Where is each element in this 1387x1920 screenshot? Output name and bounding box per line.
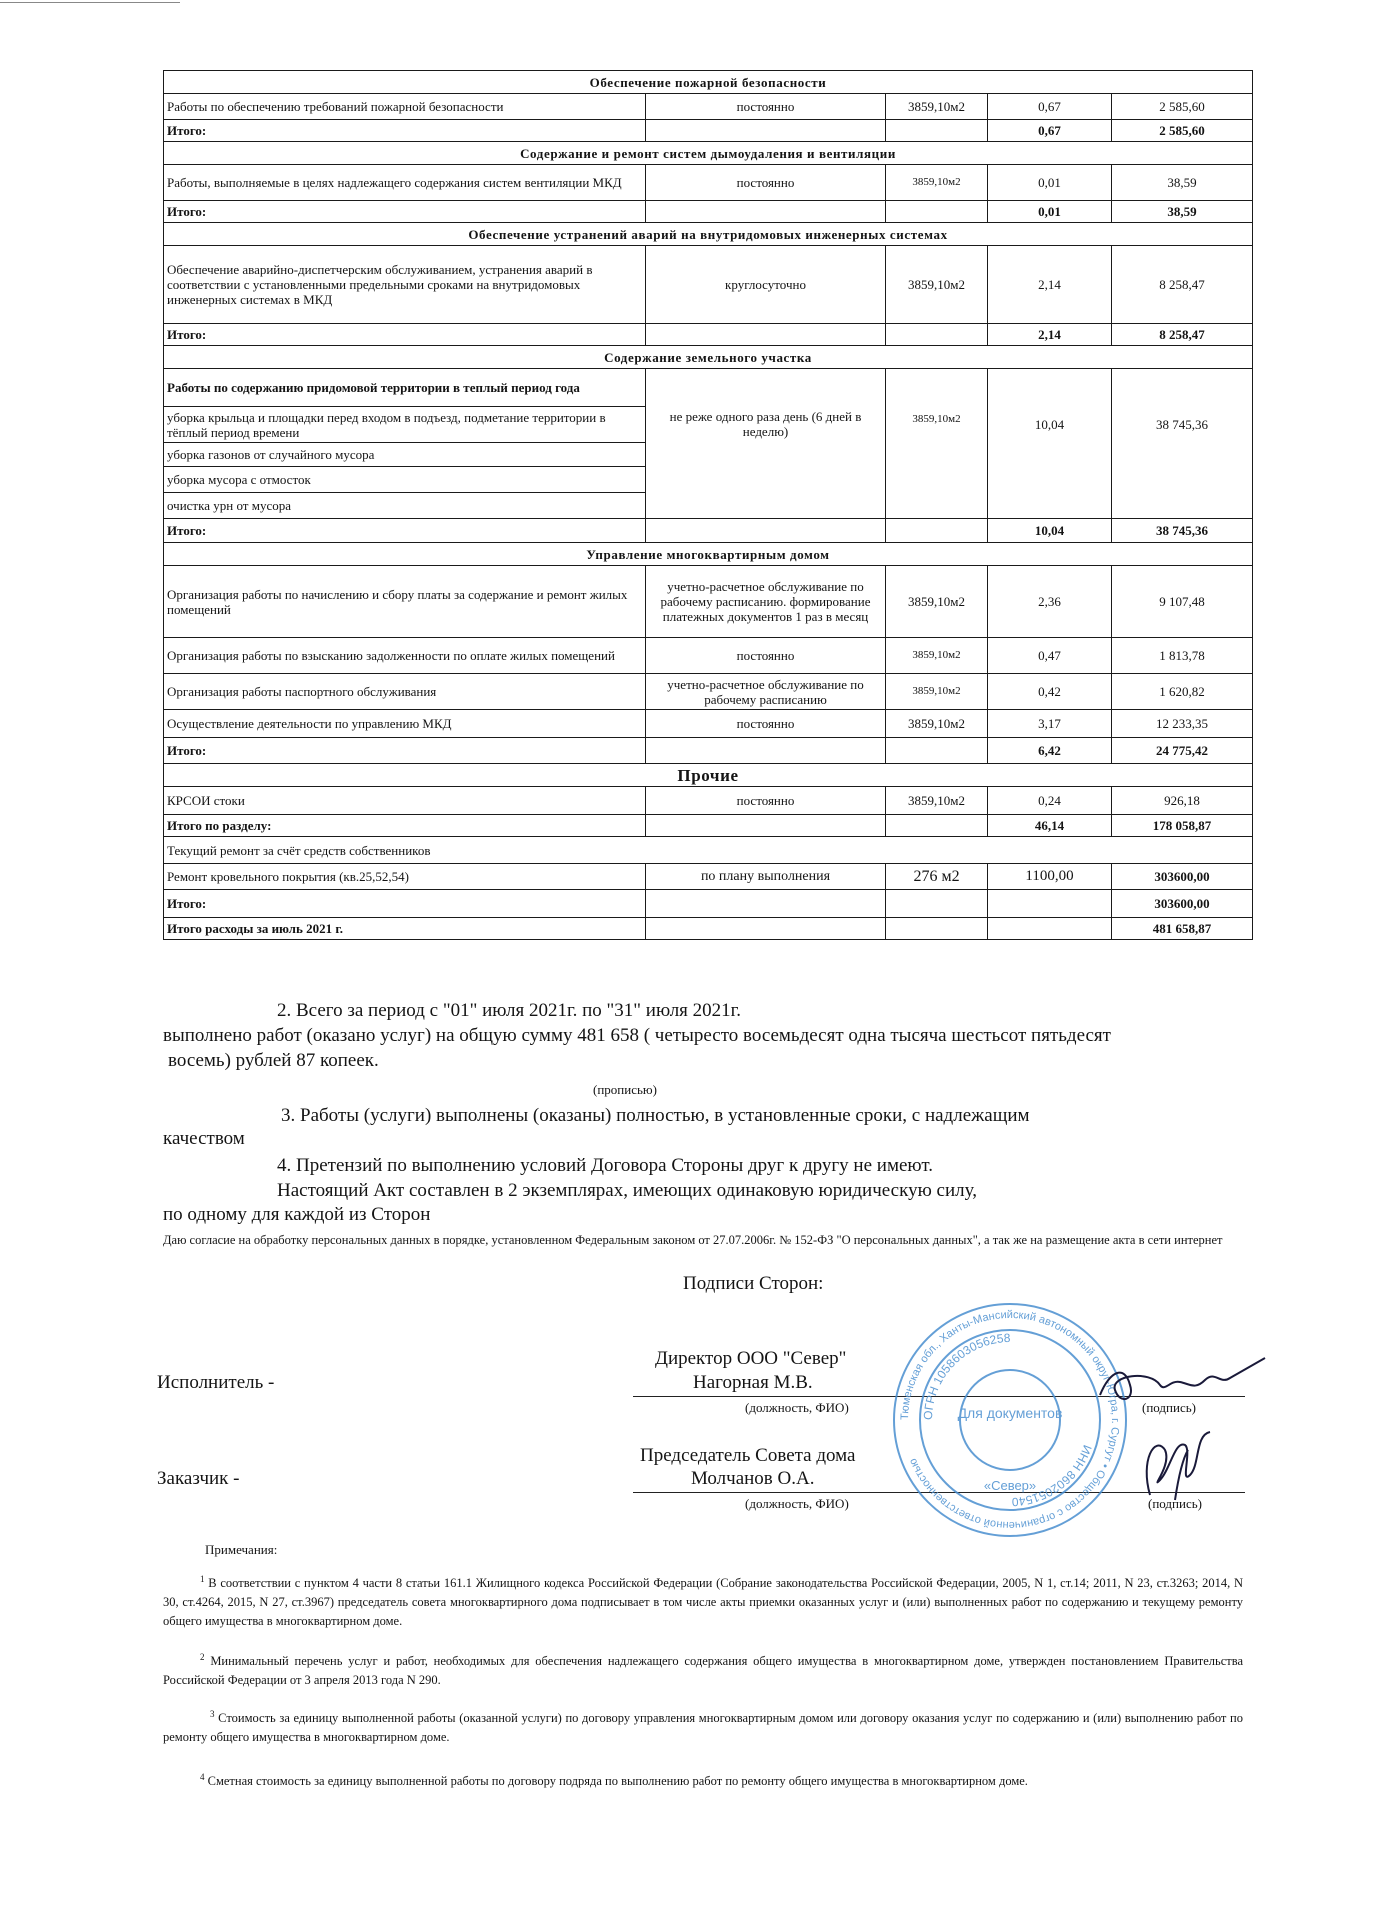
footnote-number: 2	[200, 1652, 205, 1662]
work-sum: 926,18	[1112, 787, 1253, 815]
work-period: круглосуточно	[646, 246, 886, 324]
executor-signature	[1090, 1350, 1270, 1410]
executor-sign-caption: (подпись)	[1142, 1400, 1196, 1415]
total-label: Итого:	[164, 738, 646, 764]
section-title: Текущий ремонт за счёт средств собственников	[164, 837, 1253, 864]
work-period: по плану выполнения	[646, 864, 886, 890]
grand-total-label: Итого расходы за июль 2021 г.	[164, 918, 646, 940]
work-area: 3859,10м2	[886, 566, 988, 638]
paragraph-3-line1: 3. Работы (услуги) выполнены (оказаны) полностью, в установленные сроки, с надлежащим	[281, 1105, 1030, 1126]
customer-position: Председатель Совета дома	[640, 1445, 856, 1466]
work-rate: 2,36	[988, 566, 1112, 638]
footnote-number: 3	[210, 1709, 215, 1719]
footnote-3	[163, 1705, 1243, 1747]
work-name: Работы, выполняемые в целях надлежащего содержания систем вентиляции МКД	[164, 165, 646, 201]
table-row	[164, 864, 1253, 890]
section-header-row	[164, 837, 1253, 864]
work-name: КРСОИ стоки	[164, 787, 646, 815]
work-area: 276 м2	[886, 864, 988, 890]
work-sum: 1 813,78	[1112, 638, 1253, 674]
footnote-number: 4	[200, 1772, 205, 1782]
total-sum: 38,59	[1112, 201, 1253, 223]
work-name: Работы по обеспечению требований пожарной безопасности	[164, 94, 646, 120]
work-rate: 3,17	[988, 710, 1112, 738]
work-rate: 2,14	[988, 246, 1112, 324]
total-label: Итого:	[164, 120, 646, 142]
stamp-inn-text: ИНН 8602051540	[1011, 1443, 1095, 1510]
work-name: Организация работы по взысканию задолженности по оплате жилых помещений	[164, 638, 646, 674]
work-period: учетно-расчетное обслуживание по рабочему расписанию. формирование платежных документов 1 раз в месяц	[646, 566, 886, 638]
table-row	[164, 674, 1253, 710]
footnote-text: В соответствии с пунктом 4 части 8 статьи 161.1 Жилищного кодекса Российской Федерации (Собрание законодательства Российской Федерации, 2005, N 1, ст.14; 2011, N 23, ст.3263; 2014, N 30, ст.4264, 2015, N 27, ст.3967) председатель совета многоквартирного дома подписывает в том числе акты приемки оказанных услуг и (или) выполненных работ по содержанию и текущему ремонту общего имущества в многоквартирном доме.	[163, 1576, 1244, 1629]
paragraph-5-line2: по одному для каждой из Сторон	[163, 1204, 431, 1225]
customer-name: Молчанов О.А.	[691, 1468, 815, 1489]
work-area: 3859,10м2	[886, 787, 988, 815]
work-name: Организация работы паспортного обслуживания	[164, 674, 646, 710]
total-rate: 0,67	[988, 120, 1112, 142]
table-row	[164, 710, 1253, 738]
consent-text: Даю согласие на обработку персональных данных в порядке, установленном Федеральным законом от 27.07.2006г. № 152-ФЗ "О персональных данных", а так же на размещение акта в сети интернет	[163, 1233, 1223, 1247]
work-period: постоянно	[646, 165, 886, 201]
table-row	[164, 246, 1253, 324]
total-rate: 46,14	[988, 815, 1112, 837]
total-label: Итого:	[164, 201, 646, 223]
work-sum: 9 107,48	[1112, 566, 1253, 638]
total-label: Итого:	[164, 324, 646, 346]
work-rate: 0,01	[988, 165, 1112, 201]
grand-total-row	[164, 918, 1253, 940]
grand-total-sum: 481 658,87	[1112, 918, 1253, 940]
work-sum: 303600,00	[1112, 864, 1253, 890]
executor-label: Исполнитель -	[157, 1372, 275, 1393]
total-row	[164, 120, 1253, 142]
executor-position: Директор ООО "Север"	[655, 1348, 847, 1369]
work-area: 3859,10м2	[886, 94, 988, 120]
total-rate: 2,14	[988, 324, 1112, 346]
section-header-row	[164, 543, 1253, 566]
total-label: Итого:	[164, 890, 646, 918]
stamp-outer-text: Тюменская обл., Ханты-Мансийский автономный округ-Югра, г. Сургут • Общество с ограниченной ответственностью	[898, 1308, 1122, 1532]
total-rate: 10,04	[988, 519, 1112, 543]
total-row	[164, 519, 1253, 543]
work-name: Ремонт кровельного покрытия (кв.25,52,54)	[164, 864, 646, 890]
section-title: Управление многоквартирным домом	[164, 543, 1253, 566]
work-rate: 0,42	[988, 674, 1112, 710]
paragraph-5-line1: Настоящий Акт составлен в 2 экземплярах, имеющих одинаковую юридическую силу,	[277, 1180, 977, 1201]
stamp-ogrn-text: ОГРН 1058603056258	[920, 1330, 1011, 1421]
work-rate: 10,04	[988, 369, 1112, 519]
total-rate: 6,42	[988, 738, 1112, 764]
table-row	[164, 638, 1253, 674]
work-sum: 38,59	[1112, 165, 1253, 201]
section-title: Прочие	[164, 764, 1253, 787]
section-header-row	[164, 764, 1253, 787]
work-area: 3859,10м2	[886, 674, 988, 710]
work-area: 3859,10м2	[886, 369, 988, 519]
work-sum: 8 258,47	[1112, 246, 1253, 324]
work-period: постоянно	[646, 710, 886, 738]
section-title: Обеспечение устранений аварий на внутридомовых инженерных системах	[164, 223, 1253, 246]
paragraph-4: 4. Претензий по выполнению условий Договора Стороны друг к другу не имеют.	[277, 1155, 933, 1176]
land-header: Работы по содержанию придомовой территории в теплый период года	[164, 369, 646, 407]
section-header-row	[164, 142, 1253, 165]
total-label: Итого по разделу:	[164, 815, 646, 837]
work-area: 3859,10м2	[886, 165, 988, 201]
footnote-text: Стоимость за единицу выполненной работы (оказанной услуги) по договору управления многоквартирным домом или договору оказания услуг по содержанию и (или) выполнению работ по ремонту общего имущества в многоквартирном доме.	[163, 1711, 1243, 1745]
stamp-company-text: «Север»	[983, 1478, 1037, 1493]
propis-caption: (прописью)	[593, 1082, 657, 1097]
total-row	[164, 738, 1253, 764]
footnote-number: 1	[200, 1574, 205, 1584]
notes-title: Примечания:	[205, 1542, 278, 1557]
table-row	[164, 165, 1253, 201]
land-item: очистка урн от мусора	[164, 493, 646, 519]
work-name: Осуществление деятельности по управлению МКД	[164, 710, 646, 738]
table-row	[164, 566, 1253, 638]
customer-caption: (должность, ФИО)	[745, 1496, 849, 1511]
total-sum: 24 775,42	[1112, 738, 1253, 764]
work-area: 3859,10м2	[886, 246, 988, 324]
total-sum: 303600,00	[1112, 890, 1253, 918]
customer-signature	[1130, 1420, 1220, 1510]
section-title: Содержание земельного участка	[164, 346, 1253, 369]
total-sum: 2 585,60	[1112, 120, 1253, 142]
total-row	[164, 815, 1253, 837]
work-sum: 1 620,82	[1112, 674, 1253, 710]
work-period: не реже одного раза день (6 дней в неделю)	[646, 369, 886, 519]
section-header-row	[164, 71, 1253, 94]
paragraph-2-line3: восемь) рублей 87 копеек.	[168, 1050, 379, 1071]
land-item: уборка мусора с отмосток	[164, 467, 646, 493]
executor-name: Нагорная М.В.	[693, 1372, 813, 1393]
customer-label: Заказчик -	[157, 1468, 240, 1489]
work-name: Организация работы по начислению и сбору платы за содержание и ремонт жилых помещений	[164, 566, 646, 638]
paragraph-2-line1: 2. Всего за период с "01" июля 2021г. по "31" июля 2021г.	[277, 1000, 742, 1021]
scan-top-rule	[0, 2, 180, 3]
work-sum: 12 233,35	[1112, 710, 1253, 738]
work-name: Обеспечение аварийно-диспетчерским обслуживанием, устранения аварий в соответствии с установленными предельными сроками на внутридомовых инженерных системах в МКД	[164, 246, 646, 324]
footnote-text: Сметная стоимость за единицу выполненной работы по договору подряда по выполнению работ по ремонту общего имущества в многоквартирном доме.	[207, 1774, 1028, 1789]
footnote-1	[163, 1570, 1243, 1631]
paragraph-2-line2: выполнено работ (оказано услуг) на общую сумму 481 658 ( четыресто восемьдесят одна тысяча шестьсот пятьдесят	[163, 1025, 1111, 1046]
work-rate: 0,67	[988, 94, 1112, 120]
total-row	[164, 890, 1253, 918]
total-row	[164, 324, 1253, 346]
total-label: Итого:	[164, 519, 646, 543]
section-title: Содержание и ремонт систем дымоудаления и вентиляции	[164, 142, 1253, 165]
total-sum: 8 258,47	[1112, 324, 1253, 346]
services-table	[163, 70, 1253, 940]
footnote-text: Минимальный перечень услуг и работ, необходимых для обеспечения надлежащего содержания общего имущества в многоквартирном доме, утвержден постановлением Правительства Российской Федерации от 3 апреля 2013 года N 290.	[163, 1654, 1243, 1688]
work-area: 3859,10м2	[886, 710, 988, 738]
land-item: уборка крыльца и площадки перед входом в подъезд, подметание территории в тёплый период времени	[164, 407, 646, 443]
total-sum: 178 058,87	[1112, 815, 1253, 837]
work-period: постоянно	[646, 638, 886, 674]
executor-caption: (должность, ФИО)	[745, 1400, 849, 1415]
work-period: постоянно	[646, 787, 886, 815]
section-header-row	[164, 223, 1253, 246]
work-area: 3859,10м2	[886, 638, 988, 674]
work-period: постоянно	[646, 94, 886, 120]
table-row	[164, 369, 1253, 407]
work-sum: 38 745,36	[1112, 369, 1253, 519]
customer-sign-caption: (подпись)	[1148, 1496, 1202, 1511]
signatures-title: Подписи Сторон:	[683, 1273, 824, 1294]
work-sum: 2 585,60	[1112, 94, 1253, 120]
table-row	[164, 94, 1253, 120]
total-sum: 38 745,36	[1112, 519, 1253, 543]
section-title: Обеспечение пожарной безопасности	[164, 71, 1253, 94]
paragraph-3-line2: качеством	[163, 1128, 245, 1149]
land-item: уборка газонов от случайного мусора	[164, 443, 646, 467]
footnote-2	[163, 1648, 1243, 1690]
section-header-row	[164, 346, 1253, 369]
footnote-4	[163, 1768, 1243, 1791]
work-period: учетно-расчетное обслуживание по рабочему расписанию	[646, 674, 886, 710]
work-rate: 0,47	[988, 638, 1112, 674]
company-stamp	[890, 1300, 1130, 1540]
work-rate: 1100,00	[988, 864, 1112, 890]
work-rate: 0,24	[988, 787, 1112, 815]
total-row	[164, 201, 1253, 223]
total-rate: 0,01	[988, 201, 1112, 223]
table-row	[164, 787, 1253, 815]
stamp-center-text: Для документов	[957, 1405, 1063, 1421]
